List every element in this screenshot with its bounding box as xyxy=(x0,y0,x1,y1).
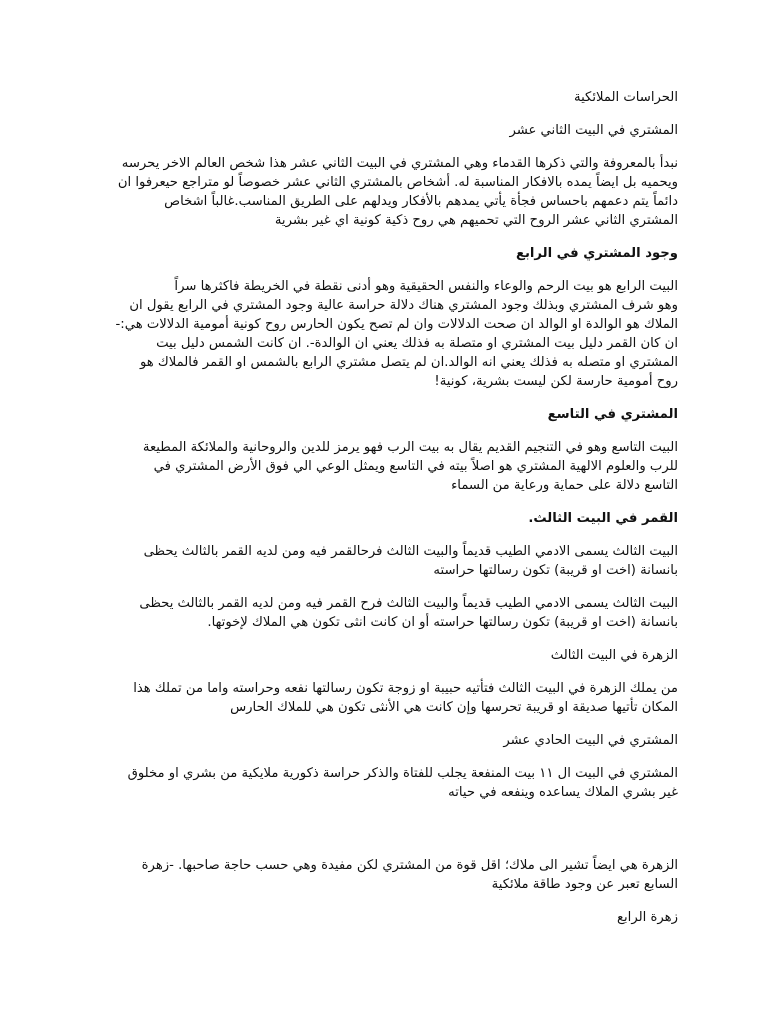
section-heading-venus-3rd: الزهرة في البيت الثالث xyxy=(550,648,678,663)
text-line: التاسع دلالة على حماية ورعاية من السماء xyxy=(451,478,678,493)
text-line: ان كان القمر دليل بيت المشتري او متصلة به فذلك يعني ان الوالدة-. ان كانت الشمس دليل بيت xyxy=(156,336,678,351)
text-line: الملاك هو الوالدة او الوالد ان صحت الدلالات وان لم تصح يكون الحارس روح كونية أمومية الدلالات هي:- xyxy=(115,317,678,332)
text-line: وهو شرف المشتري وبذلك وجود المشتري هناك دلالة حراسة عالية وجود المشتري في الرابع يقول ان xyxy=(129,298,678,313)
text-line: بانسانة (اخت او قريبة) تكون رسالتها حراسته xyxy=(433,563,678,578)
text-line: المشتري في البيت ال ١١ بيت المنفعة يجلب للفتاة والذكر حراسة ذكورية ملايكية من بشري او مخلوق xyxy=(127,766,678,781)
text-line: البيت التاسع وهو في التنجيم القديم يقال به بيت الرب فهو يرمز للدين والروحانية والملائكة المطيعة xyxy=(142,440,678,455)
text-line: المشتري او متصله به فذلك يعني انه الوالد.ان لم يتصل مشتري الرابع بالشمس او القمر فالملاك هو xyxy=(139,355,678,370)
text-line: المشتري الثاني عشر الروح التي تحميهم هي روح ذكية كونية اي غير بشرية xyxy=(274,213,678,228)
paragraph-venus-3rd xyxy=(88,679,678,717)
paragraph-venus-angel xyxy=(88,856,678,894)
paragraph-jupiter-9th xyxy=(88,438,678,495)
document-title: الحراسات الملائكية xyxy=(574,90,678,105)
text-line: البيت الثالث يسمى الادمي الطيب قديماً والبيت الثالث فرح القمر فيه ومن لديه القمر بالثالث يحظى xyxy=(139,596,678,611)
paragraph-jupiter-11th xyxy=(88,764,678,802)
paragraph-jupiter-12th xyxy=(88,154,678,230)
paragraph-moon-3rd-b xyxy=(88,594,678,632)
blank-space xyxy=(88,816,678,856)
text-line: من يملك الزهرة في البيت الثالث فتأتيه حبيبة او زوجة تكون رسالتها نفعه وحراسته واما من تملك هذا xyxy=(133,681,678,696)
text-line: غير بشري الملاك يساعده وينفعه في حياته xyxy=(448,785,678,800)
text-line: للرب والعلوم الالهية المشتري هو اصلاً بيته في التاسع ويمثل الوعي الي فوق الأرض المشتري في xyxy=(153,459,678,474)
paragraph-jupiter-4th xyxy=(88,277,678,391)
text-line: السابع تعبر عن وجود طاقة ملائكية xyxy=(491,877,678,892)
text-line: بانسانة (اخت او قريبة) تكون رسالتها حراسته أو ان كانت انثى تكون هي الملاك لإخوتها. xyxy=(207,615,678,630)
section-heading-jupiter-12th: المشتري في البيت الثاني عشر xyxy=(509,123,678,138)
section-heading-jupiter-11th: المشتري في البيت الحادي عشر xyxy=(503,733,678,748)
text-line: روح أمومية حارسة لكن ليست بشرية، كونية! xyxy=(434,374,678,389)
text-line: دائماً يتم دعمهم باحساس فجأة يأتي يمدهم بالأفكار ويدلهم على الطريق المناسب.غالباً اشخاص xyxy=(164,194,678,209)
document-page xyxy=(88,88,678,941)
section-heading-moon-3rd: القمر في البيت الثالث. xyxy=(528,511,678,526)
text-line: البيت الثالث يسمى الادمي الطيب قديماً والبيت الثالث فرحالقمر فيه ومن لديه القمر بالثالث يحظى xyxy=(143,544,678,559)
text-line: المكان تأتيها صديقة او قريبة تحرسها وإن كانت هي الأنثى تكون هي للملاك الحارس xyxy=(230,700,678,715)
text-line: البيت الرابع هو بيت الرحم والوعاء والنفس الحقيقية وهو أدنى نقطة في الخريطة فاكثرها سراً xyxy=(174,279,678,294)
section-heading-jupiter-4th: وجود المشتري في الرابع xyxy=(515,246,678,261)
paragraph-moon-3rd-a xyxy=(88,542,678,580)
section-heading-jupiter-9th: المشتري في التاسع xyxy=(547,407,678,422)
section-heading-venus-4th: زهرة الرابع xyxy=(616,910,678,925)
text-line: نبدأ بالمعروفة والتي ذكرها القدماء وهي المشتري في البيت الثاني عشر هذا شخص العالم الاخر يحرسه xyxy=(121,156,678,171)
text-line: ويحميه بل ايضاً يمده بالافكار المناسبة له. أشخاص بالمشتري الثاني عشر خصوصاً لو متراجع حيعرفوا ان xyxy=(117,175,678,190)
text-line: الزهرة هي ايضاً تشير الى ملاك؛ اقل قوة من المشتري لكن مفيدة وهي حسب حاجة صاحبها. -زهرة xyxy=(141,858,678,873)
